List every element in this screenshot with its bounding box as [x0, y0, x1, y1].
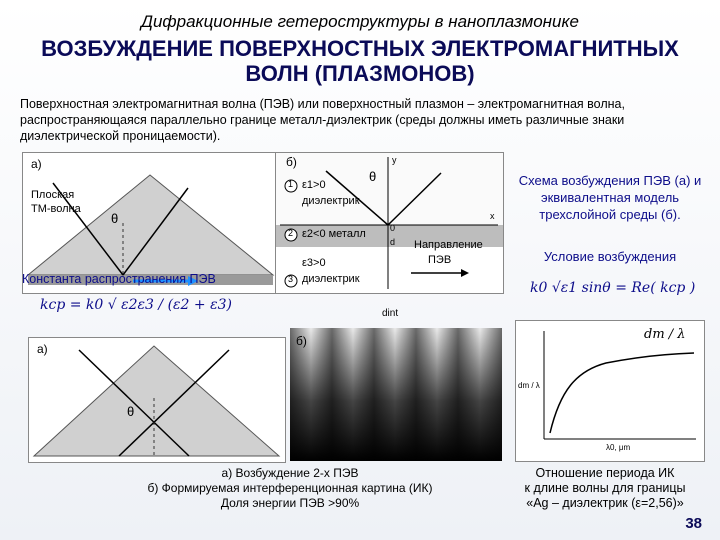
label-b: б)	[296, 334, 307, 348]
caption-line-2: б) Формируемая интерференционная картина (ИК)	[147, 481, 433, 495]
condition-formula: k0 √ε1 sinθ = Re( kсp )	[530, 280, 696, 296]
interference-pattern	[290, 328, 502, 461]
fringe-3	[374, 328, 416, 461]
axis-y-label: y	[392, 155, 397, 165]
condition-label: Условие возбуждения	[543, 249, 677, 264]
layer-model-panel	[275, 152, 504, 294]
theta-label: θ	[111, 211, 119, 226]
zero-label: 0	[390, 223, 396, 233]
slide-subtitle: Дифракционные гетероструктуры в наноплазмонике	[141, 12, 579, 31]
layer-2-number: 2	[288, 228, 294, 238]
page-number: 38	[685, 515, 702, 532]
axis-x-label: x	[490, 211, 495, 221]
layer-3-eps: ε3>0	[302, 257, 326, 269]
caption-line-3: Доля энергии ПЭВ >90%	[220, 496, 360, 510]
curve-label: dm / λ	[644, 327, 686, 342]
theta-label-b: θ	[369, 169, 377, 184]
slide-title	[0, 36, 720, 86]
period-ratio-panel	[515, 320, 705, 462]
label-b: б)	[286, 155, 297, 169]
two-spw-figure	[29, 338, 285, 462]
period-ratio-plot	[516, 321, 704, 461]
layer-1-eps: ε1>0	[302, 179, 326, 191]
wave-label-1: Плоская	[31, 189, 75, 201]
fringe-4	[416, 328, 458, 461]
layer-1-name: диэлектрик	[302, 195, 360, 207]
label-a: а)	[37, 342, 48, 356]
d-int-label: dint	[382, 308, 399, 319]
caption-line-1: Отношение периода ИК	[535, 466, 675, 480]
two-spw-panel	[28, 337, 286, 463]
caption-line-3: «Ag – диэлектрик (ε=2,56)»	[526, 496, 684, 510]
layer-3-number: 3	[288, 274, 294, 284]
fringe-5	[458, 328, 502, 461]
fringe-2	[332, 328, 374, 461]
propagation-formula: kсp = k0 √ ε2ε3 / (ε2 + ε3)	[40, 297, 232, 313]
caption-line-1: а) Возбуждение 2-х ПЭВ	[221, 466, 359, 480]
bottom-left-caption	[120, 466, 460, 511]
title-line-2: ВОЛН (ПЛАЗМОНОВ)	[245, 61, 475, 86]
title-line-1: ВОЗБУЖДЕНИЕ ПОВЕРХНОСТНЫХ ЭЛЕКТРОМАГНИТНЫХ	[41, 36, 679, 61]
constant-label: Константа распространения ПЭВ	[22, 272, 216, 286]
direction-label-1: Направление	[414, 239, 483, 251]
theta-label: θ	[127, 404, 135, 419]
label-a: а)	[31, 157, 42, 171]
layer-2-label: ε2<0 металл	[302, 228, 366, 240]
bottom-right-caption	[490, 466, 720, 511]
d-label: d	[390, 237, 396, 247]
period-curve	[550, 353, 694, 433]
interference-panel	[290, 328, 502, 461]
scheme-caption: Схема возбуждения ПЭВ (а) и эквивалентная модель трехслойной среды (б).	[518, 173, 702, 222]
caption-line-2: к длине волны для границы	[524, 481, 686, 495]
prism-shape	[34, 346, 279, 456]
direction-label-2: ПЭВ	[428, 254, 452, 266]
y-axis-label: dm / λ	[518, 381, 540, 390]
x-axis-label: λ0, μm	[606, 443, 631, 452]
direction-arrow-head	[461, 269, 469, 277]
layer-1-number: 1	[288, 179, 294, 189]
layer-3-name: диэлектрик	[302, 273, 360, 285]
wave-label-2: ТМ-волна	[31, 203, 81, 215]
intro-paragraph: Поверхностная электромагнитная волна (ПЭВ) или поверхностный плазмон – электромагнитная волна, распространяющаяся параллельно границе металл-диэлектрик (среды должны иметь различные знаки диэлектрической проницаемости).	[20, 97, 625, 143]
